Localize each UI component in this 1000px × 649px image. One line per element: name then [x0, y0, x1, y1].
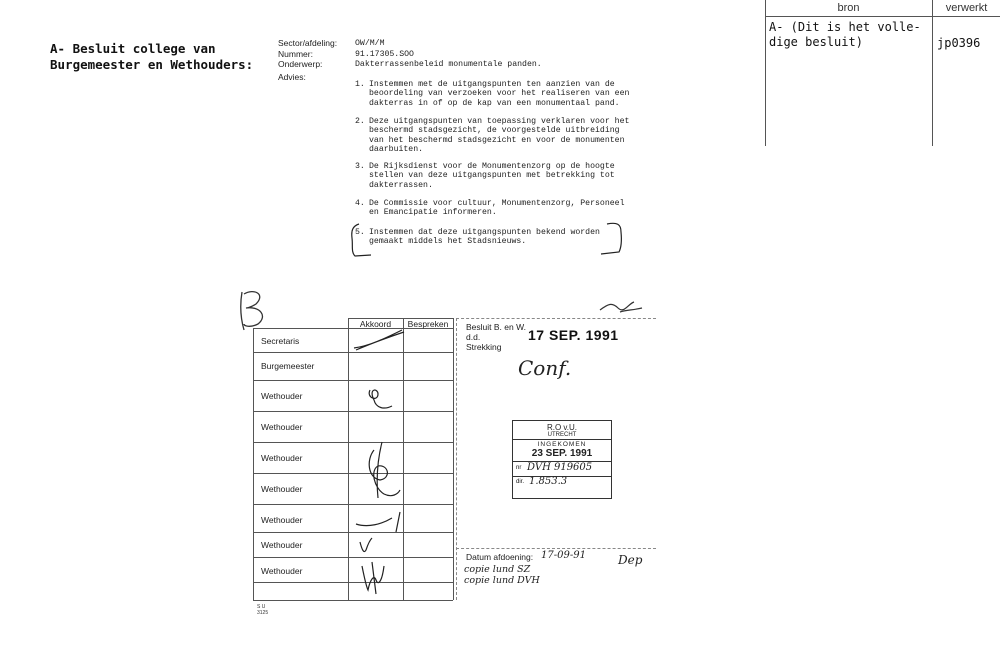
copy-notes: copie lund SZ copie lund DVH	[464, 564, 540, 586]
form-code: S U 3125	[257, 604, 269, 616]
row-label-wethouder: Wethouder	[261, 453, 303, 463]
label-sector: Sector/afdeling:	[278, 38, 338, 48]
signature-marks	[348, 318, 418, 600]
datum-afdoening-label: Datum afdoening:	[466, 552, 534, 562]
document-heading: A- Besluit college van Burgemeester en Wethouders:	[50, 41, 254, 72]
value-nummer: 91.17305.SOO	[355, 49, 414, 59]
column-header-akkoord: Akkoord	[359, 319, 392, 329]
meta-table	[765, 0, 1000, 146]
column-header-bespreken: Bespreken	[407, 319, 449, 329]
dep-handwriting: Dep	[618, 553, 643, 567]
value-onderwerp: Dakterrassenbeleid monumentale panden.	[355, 60, 542, 69]
column-header-verwerkt: verwerkt	[945, 2, 988, 14]
column-header-bron: bron	[837, 2, 860, 14]
hand-bracket-marks	[345, 218, 635, 262]
decision-box-top	[456, 318, 656, 319]
row-label-wethouder: Wethouder	[261, 566, 303, 576]
form-divider	[456, 318, 457, 600]
hand-initial-mark	[598, 298, 644, 318]
row-label-burgemeester: Burgemeester	[261, 361, 315, 371]
row-label-wethouder: Wethouder	[261, 484, 303, 494]
received-stamp: R.O v.U. UTRECHT INGEKOMEN 23 SEP. 1991 nr DVH 919605 dir. 1.853.3	[512, 420, 612, 499]
row-label-wethouder: Wethouder	[261, 422, 303, 432]
strekking-handwriting: Conf.	[518, 356, 572, 380]
row-label-wethouder: Wethouder	[261, 515, 303, 525]
afdoening-divider	[456, 548, 656, 549]
bron-value: A- (Dit is het volle- dige besluit)	[769, 20, 921, 49]
decision-labels: Besluit B. en W. d.d. Strekking	[466, 322, 526, 352]
row-label-wethouder: Wethouder	[261, 391, 303, 401]
label-advies: Advies:	[278, 72, 306, 82]
verwerkt-value: jp0396	[937, 36, 981, 50]
hand-letter-mark	[232, 286, 272, 334]
label-onderwerp: Onderwerp:	[278, 59, 323, 69]
row-label-wethouder: Wethouder	[261, 540, 303, 550]
decision-date: 17 SEP. 1991	[528, 327, 619, 343]
datum-afdoening-value: 17-09-91	[541, 550, 586, 561]
label-nummer: Nummer:	[278, 48, 313, 59]
row-label-secretaris: Secretaris	[261, 336, 300, 346]
value-sector: OW/M/M	[355, 39, 385, 48]
